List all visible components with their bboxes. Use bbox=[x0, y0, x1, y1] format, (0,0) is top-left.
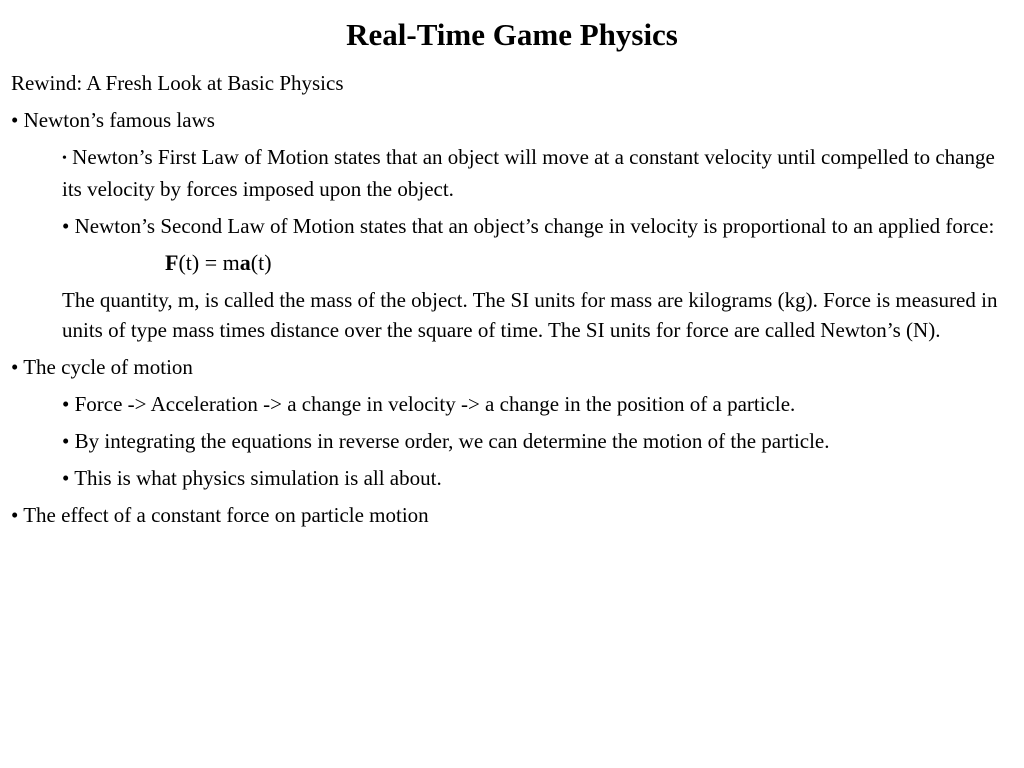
section-heading: Newton’s famous laws bbox=[23, 108, 215, 132]
second-law-item bbox=[62, 211, 1008, 241]
section-newtons-laws bbox=[11, 105, 1011, 135]
force-formula bbox=[165, 248, 1011, 278]
cycle-item bbox=[62, 389, 1008, 419]
formula-part: (t) = m bbox=[178, 250, 240, 275]
cycle-item bbox=[62, 426, 1008, 456]
bullet-icon: • bbox=[62, 392, 70, 416]
bullet-icon: • bbox=[62, 429, 70, 453]
cycle-item-text: Force -> Acceleration -> a change in velocity -> a change in the position of a particle. bbox=[74, 392, 796, 416]
subheading: Rewind: A Fresh Look at Basic Physics bbox=[11, 71, 344, 95]
cycle-item bbox=[62, 463, 1008, 493]
section-heading: The cycle of motion bbox=[23, 355, 193, 379]
bullet-icon: • bbox=[62, 214, 70, 238]
first-law-text: Newton’s First Law of Motion states that an object will move at a constant velocity until compelled to change its velocity by forces imposed upon the object. bbox=[62, 145, 995, 201]
bullet-icon: • bbox=[62, 151, 67, 166]
second-law-text: Newton’s Second Law of Motion states that an object’s change in velocity is proportional to an applied force: bbox=[74, 214, 995, 238]
cycle-item-text: By integrating the equations in reverse order, we can determine the motion of the particle. bbox=[74, 429, 830, 453]
formula-force-symbol: F bbox=[165, 250, 179, 275]
formula-acceleration-symbol: a bbox=[239, 250, 251, 275]
bullet-icon: • bbox=[11, 503, 19, 527]
cycle-item-text: This is what physics simulation is all about. bbox=[74, 466, 442, 490]
bullet-icon: • bbox=[62, 466, 70, 490]
section-heading: The effect of a constant force on particle motion bbox=[23, 503, 429, 527]
first-law-item bbox=[62, 142, 1008, 204]
bullet-icon: • bbox=[11, 108, 19, 132]
section-cycle-of-motion bbox=[11, 352, 1011, 382]
slide-title: Real-Time Game Physics bbox=[346, 17, 678, 52]
section-constant-force bbox=[11, 500, 1011, 530]
formula-part: (t) bbox=[250, 250, 272, 275]
mass-paragraph: The quantity, m, is called the mass of the object. The SI units for mass are kilograms (kg). Force is measured in units of type mass times distance over the square of time. The SI units for force are called Newton’s (N). bbox=[62, 288, 998, 342]
bullet-icon: • bbox=[11, 355, 19, 379]
slide-content bbox=[11, 68, 1011, 537]
